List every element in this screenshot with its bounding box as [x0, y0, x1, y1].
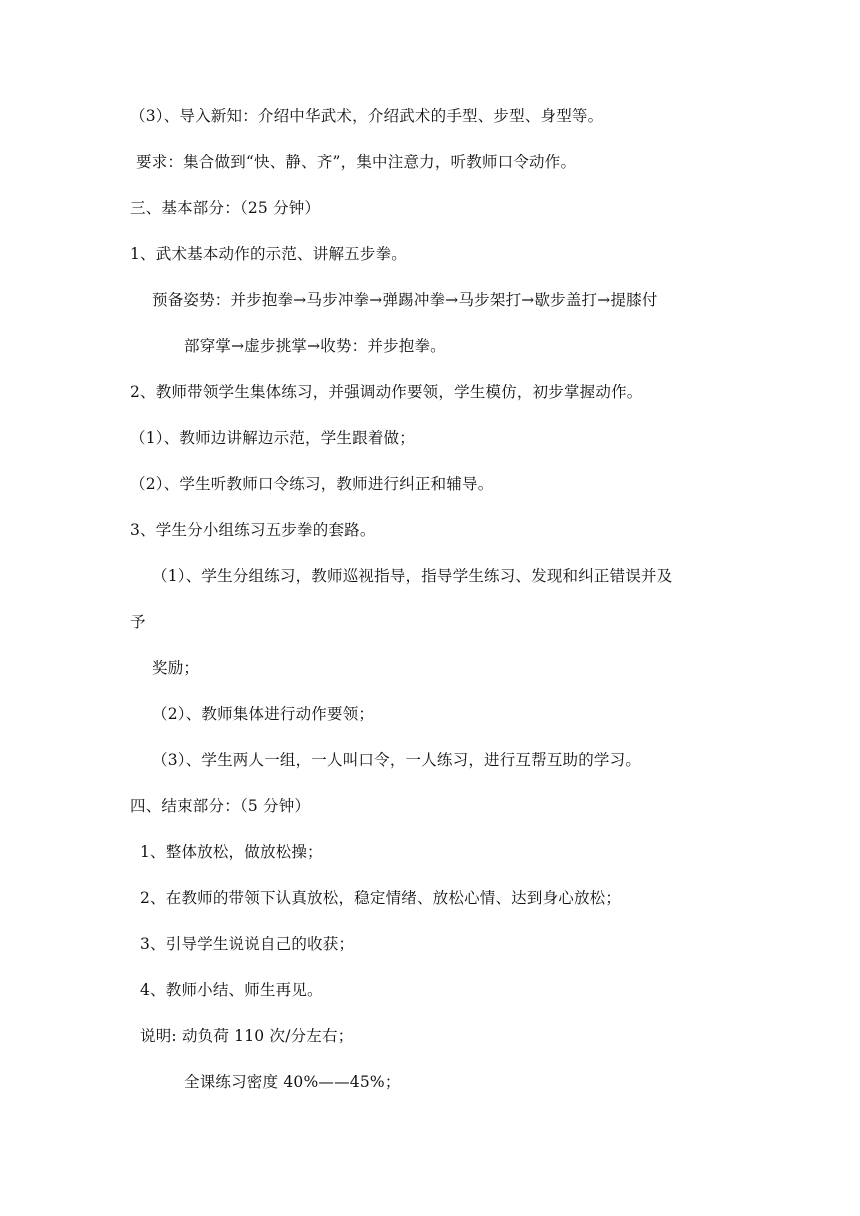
text-line-collective-essentials: （2）、教师集体进行动作要领；	[152, 705, 375, 723]
text-line-pair-practice: （3）、学生两人一组，一人叫口令，一人练习，进行互帮互助的学习。	[152, 751, 642, 769]
text-line-demonstrate: （1）、教师边讲解边示范，学生跟着做；	[130, 429, 415, 447]
text-line-relax-guided: 2、在教师的带领下认真放松，稳定情绪、放松心情、达到身心放松；	[140, 889, 622, 907]
text-line-wrap-char: 予	[130, 613, 146, 631]
text-line-summary-goodbye: 4、教师小结、师生再见。	[140, 981, 323, 999]
section-heading-ending-part: 四、结束部分：（5 分钟）	[130, 797, 311, 815]
section-heading-basic-part: 三、基本部分：（25 分钟）	[130, 199, 321, 217]
text-line-group-practice: 3、学生分小组练习五步拳的套路。	[130, 521, 376, 539]
text-line-reward: 奖励；	[152, 659, 200, 677]
text-line-share-gains: 3、引导学生说说自己的收获；	[140, 935, 355, 953]
text-line-listen-commands: （2）、学生听教师口令练习，教师进行纠正和辅导。	[130, 475, 494, 493]
text-line-preparation-posture: 预备姿势：并步抱拳→马步冲拳→弹踢冲拳→马步架打→歇步盖打→提膝付	[152, 291, 658, 309]
text-line-martial-demo: 1、武术基本动作的示范、讲解五步拳。	[130, 245, 407, 263]
text-line-relax-exercise: 1、整体放松，做放松操；	[140, 843, 323, 861]
text-line-exercise-load: 说明: 动负荷 110 次/分左右；	[140, 1027, 354, 1045]
text-line-requirement: 要求：集合做到“快、静、齐”，集中注意力，听教师口令动作。	[136, 153, 577, 171]
text-line-posture-continued: 部穿掌→虚步挑掌→收势：并步抱拳。	[184, 337, 446, 355]
text-line-teacher-led-practice: 2、教师带领学生集体练习，并强调动作要领，学生模仿，初步掌握动作。	[130, 383, 643, 401]
text-line-practice-density: 全课练习密度 40%——45%；	[184, 1073, 401, 1091]
text-line-intro-new-knowledge: （3）、导入新知：介绍中华武术，介绍武术的手型、步型、身型等。	[130, 107, 604, 125]
text-line-group-guidance: （1）、学生分组练习，教师巡视指导，指导学生练习、发现和纠正错误并及	[152, 567, 673, 585]
